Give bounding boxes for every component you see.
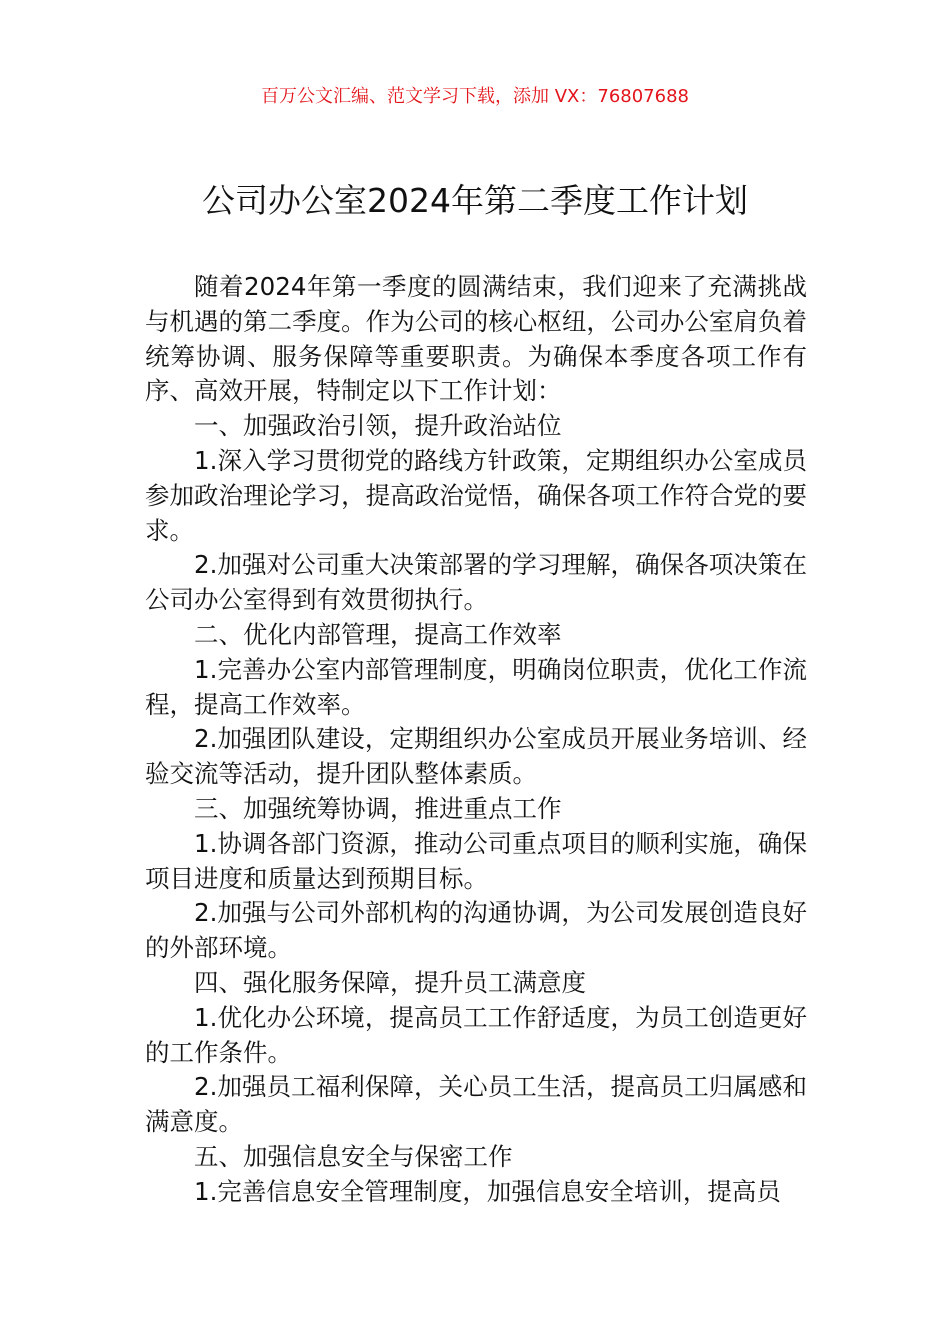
section-item: 1.优化办公环境，提高员工工作舒适度，为员工创造更好的工作条件。 (145, 1002, 807, 1067)
section-heading: 一、加强政治引领，提升政治站位 (194, 411, 562, 441)
section-heading: 四、强化服务保障，提升员工满意度 (194, 967, 586, 997)
section-item: 1.协调各部门资源，推动公司重点项目的顺利实施，确保项目进度和质量达到预期目标。 (145, 828, 807, 893)
section-heading: 二、优化内部管理，提高工作效率 (194, 619, 562, 649)
section-item: 1.完善信息安全管理制度，加强信息安全培训，提高员 (194, 1176, 781, 1206)
header-banner: 百万公文汇编、范文学习下载，添加 VX：76807688 (261, 86, 689, 107)
section-item: 2.加强对公司重大决策部署的学习理解，确保各项决策在公司办公室得到有效贯彻执行。 (145, 550, 807, 615)
section-item: 1.完善办公室内部管理制度，明确岗位职责，优化工作流程，提高工作效率。 (145, 654, 807, 719)
document-title: 公司办公室2024年第二季度工作计划 (202, 181, 748, 220)
section-item: 2.加强员工福利保障，关心员工生活，提高员工归属感和满意度。 (145, 1072, 807, 1137)
document-body (145, 270, 807, 1210)
section-item: 2.加强团队建设，定期组织办公室成员开展业务培训、经验交流等活动，提升团队整体素质。 (145, 724, 807, 789)
section-item: 1.深入学习贯彻党的路线方针政策，定期组织办公室成员参加政治理论学习，提高政治觉悟，确保各项工作符合党的要求。 (145, 445, 807, 545)
section-heading: 五、加强信息安全与保密工作 (194, 1141, 513, 1171)
intro-paragraph: 随着2024年第一季度的圆满结束，我们迎来了充满挑战与机遇的第二季度。作为公司的核心枢纽，公司办公室肩负着统筹协调、服务保障等重要职责。为确保本季度各项工作有序、高效开展，特制定以下工作计划： (145, 272, 807, 406)
section-item: 2.加强与公司外部机构的沟通协调，为公司发展创造良好的外部环境。 (145, 898, 807, 963)
section-heading: 三、加强统筹协调，推进重点工作 (194, 793, 562, 823)
